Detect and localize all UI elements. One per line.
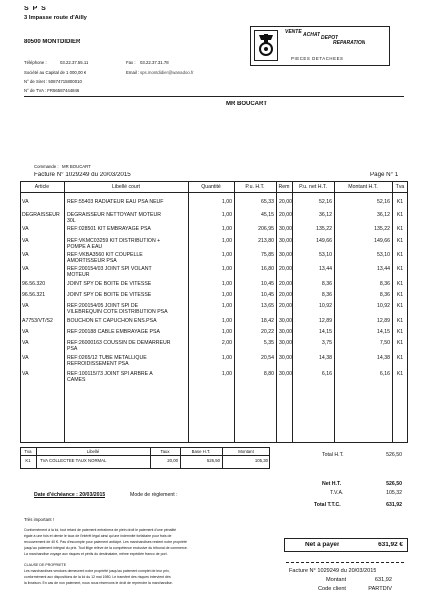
email-value: sps.montdidier@wanadoo.fr (140, 70, 194, 75)
net-to-pay-box (284, 538, 408, 552)
cell-article: A7753/VT/S2 (22, 318, 53, 324)
cell-tva: K1 (396, 212, 404, 218)
vat-header-label: Libellé (86, 449, 100, 454)
cell-tva: K1 (396, 199, 404, 205)
total-ht-label: Total H.T. (322, 452, 344, 458)
ttc-value: 631,92 (386, 502, 402, 508)
cell-montant: 135,22 (374, 226, 390, 232)
coupon-amount-value: 631,92 (374, 577, 392, 583)
vat-header-rate: Taux (160, 449, 170, 454)
cell-pu: 45,15 (261, 212, 274, 218)
cell-rem: 20,00 (279, 281, 292, 287)
cell-montant: 8,36 (379, 281, 390, 287)
cell-article: VA (22, 371, 29, 377)
company-address: 3 Impasse route d'Ailly (24, 15, 87, 21)
cell-tva: K1 (396, 252, 404, 258)
cell-montant: 36,12 (377, 212, 390, 218)
cell-rem: 30,00 (279, 371, 292, 377)
coupon-client-value: PARTDIV (368, 586, 392, 592)
legal-text (24, 527, 274, 557)
order-value: MR BOUCART (62, 164, 91, 169)
cell-qty: 1,00 (221, 266, 232, 272)
cell-label: AMORTISSEUR PSA (67, 258, 117, 264)
cell-rem: 20,00 (279, 199, 292, 205)
coupon-invoice: Facture N° 1029249 du 20/03/2015 (289, 568, 377, 574)
cell-pu: 206,95 (258, 226, 274, 232)
cell-label: CAMES (67, 377, 86, 383)
cell-tva: K1 (396, 355, 404, 361)
col-header-label: Libellé court (112, 184, 140, 190)
cell-pu: 18,42 (261, 318, 274, 324)
cell-qty: 1,00 (221, 303, 232, 309)
legal-line: égale à une fois et demie le taux de l'intérêt légal ainsi qu'une indemnité forfaitaire pour frais de (24, 534, 172, 538)
cell-montant: 53,10 (377, 252, 390, 258)
cell-tva: K1 (396, 281, 404, 287)
vat-header-amount: Montant (238, 449, 254, 454)
phone-label: Téléphone : (24, 60, 47, 65)
cell-montant: 6,16 (379, 371, 390, 377)
cell-label: REF:VKMC03259 KIT DISTRIBUTION + (67, 238, 161, 244)
cell-qty: 1,00 (221, 355, 232, 361)
vat-row-amount: 105,30 (254, 458, 268, 463)
cell-qty: 1,00 (221, 329, 232, 335)
logo-text-4: REPARATION (333, 40, 366, 46)
cell-article: VA (22, 226, 29, 232)
company-name: S P S (24, 6, 47, 12)
cell-tva: K1 (396, 292, 404, 298)
cell-montant: 149,66 (374, 238, 390, 244)
logo-text-1: VENTE (285, 29, 302, 35)
cell-pu: 5,35 (263, 340, 274, 346)
cell-tva: K1 (396, 266, 404, 272)
cell-qty: 1,00 (221, 318, 232, 324)
net-ht-value: 526,50 (386, 481, 402, 487)
payment-method-label: Mode de règlement : (130, 492, 178, 498)
order-label: Commande : (34, 164, 59, 169)
wrench-gear-icon (255, 31, 277, 60)
cell-label: BOUCHON ET CAPUCHON ENS.PSA (67, 318, 157, 324)
table-header-divider (20, 192, 408, 193)
legal-line: La marchandise voyage aux risques et périls du destinataire, même expédiée franco de port. (24, 552, 168, 556)
cell-pu: 16,80 (261, 266, 274, 272)
cell-punet: 14,38 (319, 355, 332, 361)
cell-montant: 52,16 (377, 199, 390, 205)
cell-punet: 53,10 (319, 252, 332, 258)
cell-rem: 20,00 (279, 212, 292, 218)
header-divider (24, 96, 404, 97)
cell-punet: 10,92 (319, 303, 332, 309)
cell-punet: 135,22 (316, 226, 332, 232)
cell-punet: 36,12 (319, 212, 332, 218)
cell-article: VA (22, 329, 29, 335)
cell-label: JOINT SPY DE BOITE DE VITESSE (67, 292, 152, 298)
cell-article: 96.56.321 (22, 292, 46, 298)
cell-label: REF:028501 KIT EMBRAYAGE PSA (67, 226, 151, 232)
coupon-amount-label: Montant (326, 577, 347, 583)
cell-pu: 20,54 (261, 355, 274, 361)
property-clause (24, 562, 274, 586)
vat-row-rate: 20,00 (167, 458, 178, 463)
cell-montant: 10,92 (377, 303, 390, 309)
cell-punet: 8,36 (321, 292, 332, 298)
logo-text-2: ACHAT (303, 32, 321, 38)
fax-label: Fax : (126, 60, 136, 65)
cell-label: MOTEUR (67, 272, 90, 278)
cell-punet: 149,66 (316, 238, 332, 244)
cell-tva: K1 (396, 303, 404, 309)
net-to-pay-label: Net à payer (305, 542, 340, 548)
col-header-article: Article (34, 184, 50, 190)
cell-rem: 20,00 (279, 303, 292, 309)
page-number: Page N° 1 (370, 172, 399, 178)
cell-punet: 13,44 (319, 266, 332, 272)
cell-rem: 20,00 (279, 292, 292, 298)
vat-row-code: K1 (25, 458, 31, 463)
total-ht-value: 526,50 (386, 452, 402, 458)
cell-label: REF:200188 CABLE EMBRAYAGE PSA (67, 329, 160, 335)
coupon-cut-line (286, 562, 404, 563)
col-header-montant: Montant H.T. (348, 184, 378, 190)
cell-label: JOINT SPY DE BOITE DE VITESSE (67, 281, 152, 287)
cell-label: REFROIDISSEMENT PSA (67, 361, 129, 367)
cell-rem: 30,00 (279, 355, 292, 361)
cell-qty: 1,00 (221, 281, 232, 287)
cell-article: 96.56.320 (22, 281, 46, 287)
cell-label: REF:200154/03 JOINT SPI VOLANT (67, 266, 152, 272)
legal-line: recouvrement de 40 €. Pas d'escompte pour paiement anticipé. Les marchandises restent notre propriété (24, 540, 187, 544)
cell-qty: 1,00 (221, 226, 232, 232)
cell-rem: 30,00 (279, 329, 292, 335)
cell-label: REF:0265/12 TUBE METALLIQUE (67, 355, 147, 361)
company-capital: Société au Capital de 1 000,00 € (24, 70, 87, 75)
email-label: Email : (126, 70, 140, 75)
tva-label: T.V.A. (330, 490, 344, 496)
cell-punet: 8,36 (321, 281, 332, 287)
cell-rem: 30,00 (279, 252, 292, 258)
net-ht-label: Net H.T. (322, 481, 342, 487)
cell-rem: 30,00 (279, 340, 292, 346)
legal-line: jusqu'au paiement intégral du prix. Tout litige relève de la compétence exclusive du tribunal de commerce. (24, 546, 188, 550)
cell-tva: K1 (396, 226, 404, 232)
cell-article: VA (22, 252, 29, 258)
cell-montant: 7,50 (379, 340, 390, 346)
company-city: 80500 MONTDIDIER (24, 39, 81, 45)
cell-label: REF:55403 RADIATEUR EAU PSA NEUF (67, 199, 164, 205)
cell-qty: 1,00 (221, 238, 232, 244)
ttc-label: Total T.T.C. (314, 502, 341, 508)
cell-pu: 8,80 (263, 371, 274, 377)
fax-value: 03.22.37.31.78 (140, 60, 169, 65)
cell-pu: 75,85 (261, 252, 274, 258)
cell-qty: 1,00 (221, 292, 232, 298)
cell-article: VA (22, 340, 29, 346)
cell-tva: K1 (396, 318, 404, 324)
cell-label: VILEBREQUIN COTE DISTRIBUTION PSA (67, 309, 168, 315)
cell-qty: 2,00 (221, 340, 232, 346)
cell-article: VA (22, 266, 29, 272)
client-name: MR BOUCART (226, 101, 267, 107)
vat-row-label: TVA COLLECTEE TAUX NORMAL (40, 458, 107, 463)
logo-subtext: PIECES DETACHEES (291, 56, 344, 61)
cell-rem: 20,00 (279, 266, 292, 272)
legal-heading: Très important ! (24, 517, 54, 522)
company-logo (250, 26, 390, 66)
vat-header-base: Base H.T. (191, 449, 211, 454)
cell-montant: 13,44 (377, 266, 390, 272)
company-tva: N° de TVA : FR56587444846 (24, 88, 80, 93)
cell-article: DEGRAISSEUR (22, 212, 60, 218)
cell-montant: 14,38 (377, 355, 390, 361)
cell-pu: 20,22 (261, 329, 274, 335)
cell-article: VA (22, 303, 29, 309)
cell-label: REF:200154/05 JOINT SPI DE (67, 303, 139, 309)
cell-label: PSA (67, 346, 78, 352)
legal-line: Conformément à la loi, tout retard de paiement entraînera de plein droit le paiement d'une pénalité (24, 528, 177, 532)
company-siret: N° de Siret : 50874715800010 (24, 79, 82, 84)
cell-montant: 14,15 (377, 329, 390, 335)
cell-punet: 12,89 (319, 318, 332, 324)
cell-label: POMPE A EAU (67, 244, 103, 250)
cell-tva: K1 (396, 340, 404, 346)
cell-tva: K1 (396, 238, 404, 244)
cell-rem: 30,00 (279, 238, 292, 244)
col-header-rem: Rem (278, 184, 290, 190)
invoice-title: Facture N° 1029249 du 20/03/2015 (34, 172, 131, 178)
cell-pu: 13,65 (261, 303, 274, 309)
cell-article: VA (22, 355, 29, 361)
cell-qty: 1,00 (221, 212, 232, 218)
cell-pu: 65,33 (261, 199, 274, 205)
cell-pu: 10,45 (261, 281, 274, 287)
cell-label: REF:100115/73 JOINT SPI ARBRE A (67, 371, 153, 377)
col-header-pu: P.u. H.T. (245, 184, 265, 190)
cell-pu: 10,45 (261, 292, 274, 298)
col-header-punet: P.u. net H.T. (299, 184, 327, 190)
vat-header-code: Tva (24, 449, 32, 454)
cell-rem: 30,00 (279, 318, 292, 324)
due-date: Date d'échéance : 20/03/2015 (34, 492, 106, 498)
cell-montant: 12,89 (377, 318, 390, 324)
net-to-pay-value: 631,92 € (378, 542, 403, 548)
cell-montant: 8,36 (379, 292, 390, 298)
cell-label: 30L (67, 218, 76, 224)
clause-heading: CLAUSE DE PROPRIETE (24, 563, 67, 567)
cell-tva: K1 (396, 371, 404, 377)
logo-emblem (254, 30, 278, 61)
cell-article: VA (22, 199, 29, 205)
col-header-qty: Quantité (201, 184, 221, 190)
cell-qty: 1,00 (221, 252, 232, 258)
cell-article: VA (22, 238, 29, 244)
cell-label: DEGRAISSEUR NETTOYANT MOTEUR (67, 212, 161, 218)
clause-line: la livraison. En cas de non paiement, nous nous réservons le droit de reprendre la marchandise. (24, 581, 173, 585)
clause-line: conformément aux dispositions de la loi du 12 mai 1980. Le transfert des risques intervient dès (24, 575, 171, 579)
vat-row-base: 526,50 (206, 458, 220, 463)
cell-label: REF:VKBA3560 KIT COUPELLE (67, 252, 143, 258)
cell-punet: 14,15 (319, 329, 332, 335)
col-header-tva: Tva (395, 184, 405, 190)
coupon-client-label: Code client (318, 586, 346, 592)
clause-line: Les marchandises vendues demeurent notre propriété jusqu'au paiement complet de leur prix, (24, 569, 170, 573)
cell-rem: 30,00 (279, 226, 292, 232)
cell-qty: 1,00 (221, 371, 232, 377)
cell-punet: 3,75 (321, 340, 332, 346)
cell-qty: 1,00 (221, 199, 232, 205)
cell-punet: 6,16 (321, 371, 332, 377)
cell-label: REF:26000163 COUSSIN DE DEMARREUR (67, 340, 171, 346)
cell-pu: 213,80 (258, 238, 274, 244)
phone-value: 03.22.37.55.11 (60, 60, 89, 65)
cell-punet: 52,16 (319, 199, 332, 205)
cell-tva: K1 (396, 329, 404, 335)
tva-value: 105,32 (386, 490, 402, 496)
logo-text-3: DEPOT (321, 35, 339, 41)
